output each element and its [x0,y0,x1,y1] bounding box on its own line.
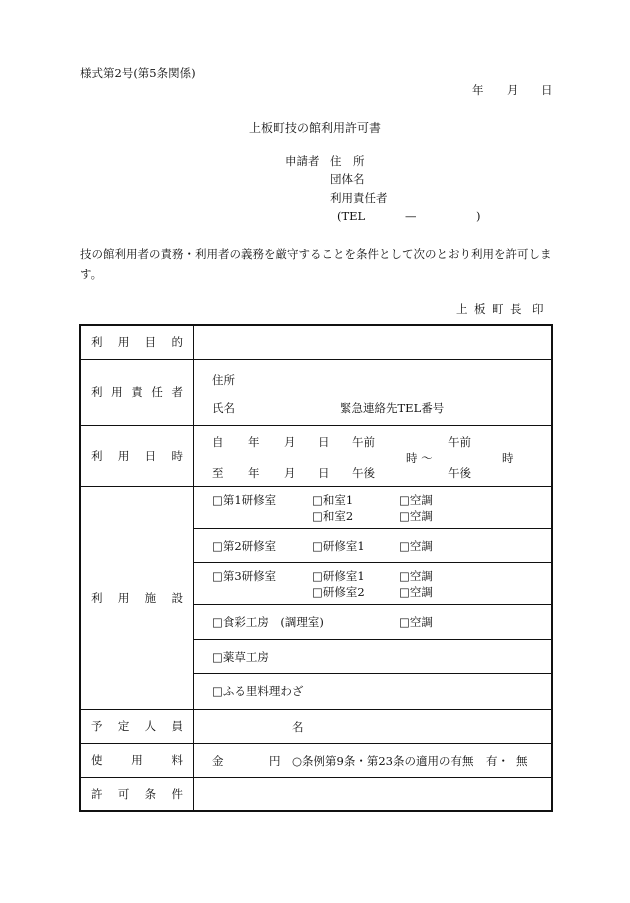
seal-char-1: 上 [456,302,470,316]
manager-name-label: 氏名 [212,400,235,415]
dt-from-day: 日 [318,434,330,449]
room3-checkbox[interactable]: □第3研修室 [212,568,277,583]
dt-hour: 時 [502,450,514,465]
date-day-label: 日 [541,83,553,97]
dt-from-label: 自 [212,434,224,449]
facility-row-furusato [194,674,551,709]
fee-rule: ○条例第9条・第23条の適用の有無 [292,753,474,768]
fee-kin: 金 [212,753,224,768]
dt-to-label: 至 [212,465,224,480]
room2-kenshu1-checkbox[interactable]: □研修室1 [312,538,365,553]
fee-field[interactable] [194,743,553,777]
room3-ac1-checkbox[interactable]: □空調 [399,568,433,583]
dt-from-year: 年 [248,434,260,449]
dt-to-year: 年 [248,465,260,480]
facility-field [194,486,553,709]
permission-notice: 技の館利用者の責務・利用者の義務を厳守することを条件として次のとおり利用を許可します。 [80,247,552,281]
washitsu2-checkbox[interactable]: □和室2 [312,508,354,523]
dt-to-day: 日 [318,465,330,480]
people-label: 予 定 人 員 [80,709,194,743]
fee-yes-option[interactable]: 有・ [486,753,509,768]
facility-row-room1 [194,487,551,529]
facility-row-room3 [194,563,551,605]
washitsu1-checkbox[interactable]: □和室1 [312,492,354,507]
shokusai-ac-checkbox[interactable]: □空調 [399,614,433,629]
facility-row-shokusai [194,605,551,640]
seal-char-3: 町 [492,302,506,316]
furusato-checkbox[interactable]: □ふる里料理わざ [212,683,304,698]
applicant-group-label: 団体名 [330,172,365,186]
seal-char-4: 長 [510,302,524,316]
room3-kenshu2-checkbox[interactable]: □研修室2 [312,584,365,599]
manager-field[interactable] [194,359,553,425]
manager-label: 利 用 責 任 者 [80,359,194,425]
facility-row-room2 [194,529,551,563]
date-month-label: 月 [507,83,519,97]
conditions-label: 許 可 条 件 [80,777,194,811]
applicant-tel-dash: — [405,209,417,223]
dt-to-am: 午前 [448,434,471,449]
shokusai-checkbox[interactable]: □食彩工房 (調理室) [212,614,324,629]
seal-char-5: 印 [532,302,546,316]
applicant-label: 申請者 [285,154,320,168]
dt-from-am: 午前 [352,434,375,449]
room1-ac-checkbox[interactable]: □空調 [399,492,433,507]
seal-char-2: 板 [474,302,488,316]
dt-to-pm: 午後 [448,465,471,480]
room2-checkbox[interactable]: □第2研修室 [212,538,277,553]
manager-emergency-label: 緊急連絡先TEL番号 [340,400,445,415]
people-field[interactable] [194,709,553,743]
room1-checkbox[interactable]: □第1研修室 [212,492,277,507]
date-year-label: 年 [472,83,484,97]
room3-ac2-checkbox[interactable]: □空調 [399,584,433,599]
dt-from-pm: 午後 [352,465,375,480]
facility-label: 利 用 施 設 [80,486,194,709]
form-number: 様式第2号(第5条関係) [80,66,196,80]
datetime-field[interactable] [194,425,553,486]
conditions-field[interactable] [194,777,553,811]
applicant-tel-close: ) [476,209,481,223]
datetime-label: 利 用 日 時 [80,425,194,486]
facility-row-yakuso [194,640,551,674]
dt-from-month: 月 [284,434,296,449]
fee-yen: 円 [269,753,281,768]
people-unit: 名 [292,719,304,734]
applicant-manager-label: 利用責任者 [330,191,388,205]
yakuso-checkbox[interactable]: □薬草工房 [212,649,269,664]
room3-kenshu1-checkbox[interactable]: □研修室1 [312,568,365,583]
room2-ac-checkbox[interactable]: □空調 [399,538,433,553]
fee-no-option[interactable]: 無 [516,753,528,768]
purpose-label: 利 用 目 的 [80,325,194,359]
applicant-address-label: 住 所 [330,154,365,168]
applicant-tel-open: (TEL [337,209,366,223]
purpose-field[interactable] [194,325,553,359]
dt-hour-tilde: 時 〜 [406,450,433,465]
fee-label: 使 用 料 [80,743,194,777]
dt-to-month: 月 [284,465,296,480]
washitsu2-ac-checkbox[interactable]: □空調 [399,508,433,523]
manager-address-label: 住所 [212,372,235,387]
permit-table [79,324,553,812]
document-title: 上板町技の館利用許可書 [248,121,381,135]
